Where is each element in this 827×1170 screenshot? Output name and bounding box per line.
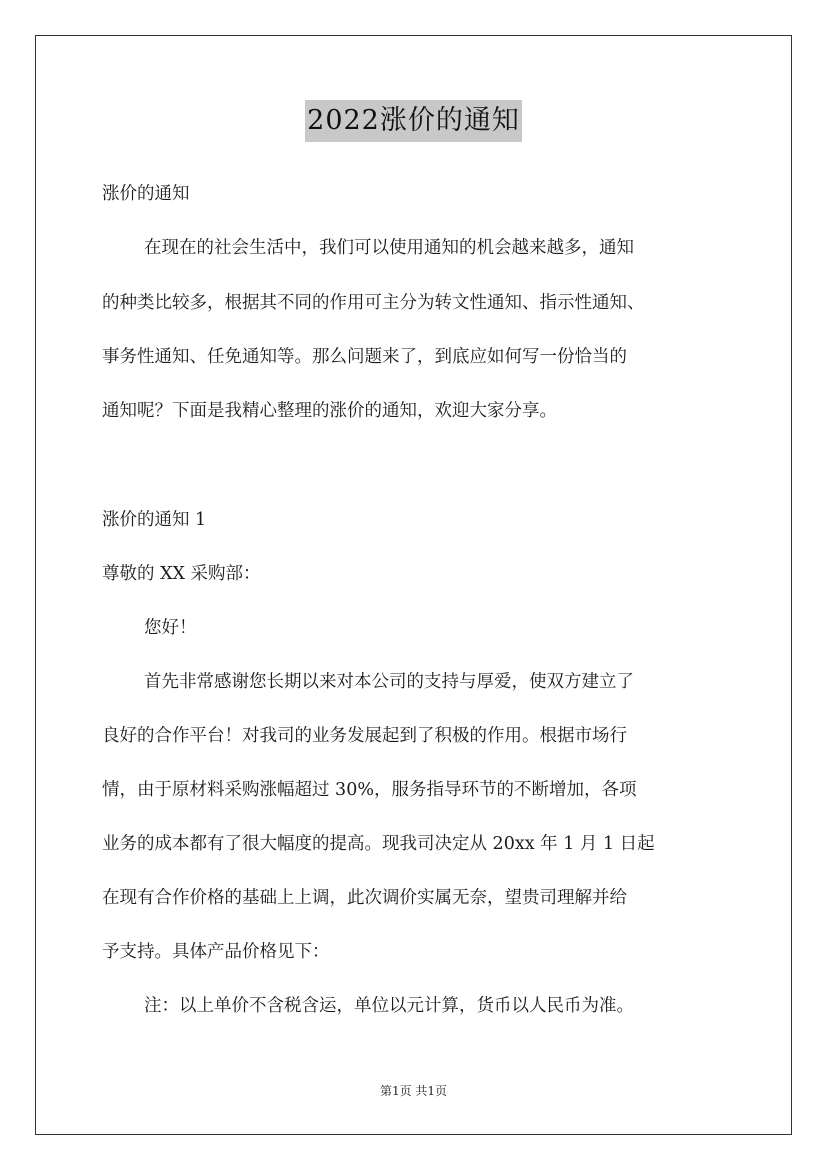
intro-line: 的种类比较多，根据其不同的作用可主分为转文性通知、指示性通知、 [102,293,645,313]
intro-line: 在现在的社会生活中，我们可以使用通知的机会越来越多，通知 [144,238,634,258]
salutation: 尊敬的 XX 采购部： [102,564,261,584]
body-line: 首先非常感谢您长期以来对本公司的支持与厚爱，使双方建立了 [144,672,634,692]
document-title: 2022涨价的通知 [305,100,522,142]
page-footer: 第1页 共1页 [379,1084,448,1098]
body-line: 业务的成本都有了很大幅度的提高。现我司决定从 20xx 年 1 月 1 日起 [102,834,655,854]
body-line: 在现有合作价格的基础上上调，此次调价实属无奈，望贵司理解并给 [102,888,627,908]
intro-line: 事务性通知、任免通知等。那么问题来了，到底应如何写一份恰当的 [102,347,627,367]
subheading: 涨价的通知 [102,184,190,204]
body-line: 予支持。具体产品价格见下： [102,942,330,962]
intro-line: 通知呢？下面是我精心整理的涨价的通知，欢迎大家分享。 [102,401,557,421]
body-line: 良好的合作平台！对我司的业务发展起到了积极的作用。根据市场行 [102,726,627,746]
body-line: 情，由于原材料采购涨幅超过 30%，服务指导环节的不断增加，各项 [102,780,637,800]
title-container [0,100,827,142]
note: 注：以上单价不含税含运，单位以元计算，货币以人民币为准。 [144,996,634,1016]
greeting: 您好！ [144,618,197,638]
section-heading: 涨价的通知 1 [102,510,207,530]
